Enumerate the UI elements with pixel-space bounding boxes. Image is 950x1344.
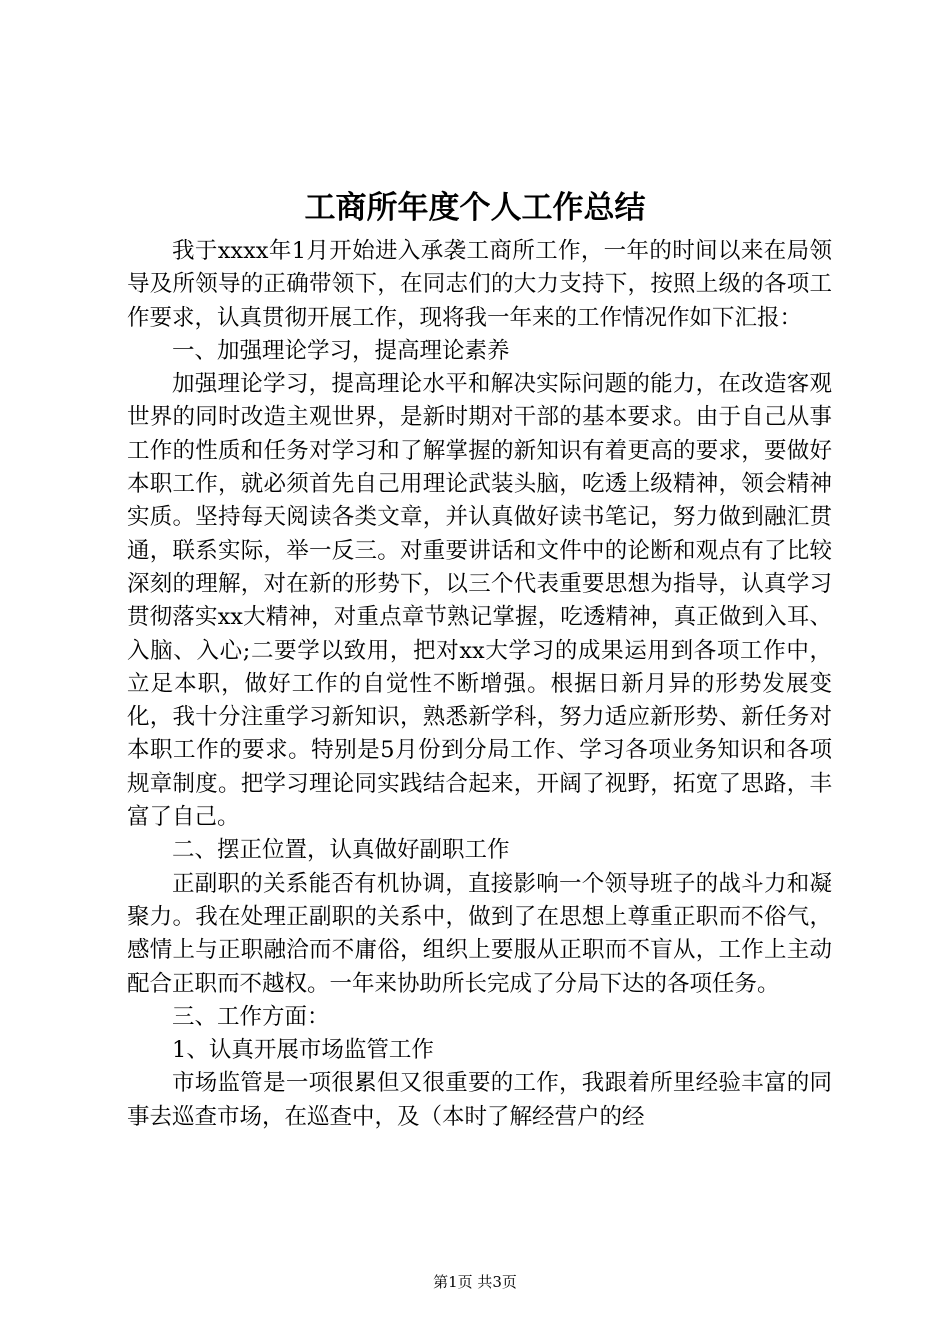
section-heading-1: 一、加强理论学习，提高理论素养 xyxy=(172,337,510,364)
document-body xyxy=(127,235,832,1134)
subsection-heading-3-1: 1、认真开展市场监管工作 xyxy=(172,1037,434,1064)
section-2-paragraph: 正副职的关系能否有机协调，直接影响一个领导班子的战斗力和凝聚力。我在处理正副职的关系中，做到了在思想上尊重正职而不俗气，感情上与正职融洽而不庸俗，组织上要服从正职而不盲从，工作上主动配合正职而不越权。一年来协助所长完成了分局下达的各项任务。 xyxy=(127,870,832,997)
section-1-paragraph: 加强理论学习，提高理论水平和解决实际问题的能力，在改造客观世界的同时改造主观世界，是新时期对干部的基本要求。由于自己从事工作的性质和任务对学习和了解掌握的新知识有着更高的要求，要做好本职工作，就必须首先自己用理论武装头脑，吃透上级精神，领会精神实质。坚持每天阅读各类文章，并认真做好读书笔记，努力做到融汇贯通，联系实际，举一反三。对重要讲话和文件中的论断和观点有了比较深刻的理解，对在新的形势下，以三个代表重要思想为指导，认真学习贯彻落实xx大精神，对重点章节熟记掌握，吃透精神，真正做到入耳、入脑、入心;二要学以致用，把对xx大学习的成果运用到各项工作中，立足本职，做好工作的自觉性不断增强。根据日新月异的形势发展变化，我十分注重学习新知识，熟悉新学科，努力适应新形势、新任务对本职工作的要求。特别是5月份到分局工作、学习各项业务知识和各项规章制度。把学习理论同实践结合起来，开阔了视野，拓宽了思路，丰富了自己。 xyxy=(127,371,832,831)
subsection-3-1-paragraph: 市场监管是一项很累但又很重要的工作，我跟着所里经验丰富的同事去巡查市场，在巡查中，及（本时了解经营户的经 xyxy=(127,1070,832,1130)
page-footer: 第1页 共3页 xyxy=(433,1273,517,1291)
section-heading-2: 二、摆正位置，认真做好副职工作 xyxy=(172,837,510,864)
intro-paragraph: 我于xxxx年1月开始进入承袭工商所工作，一年的时间以来在局领导及所领导的正确带领下，在同志们的大力支持下，按照上级的各项工作要求，认真贯彻开展工作，现将我一年来的工作情况作如下汇报： xyxy=(127,238,832,331)
section-heading-3: 三、工作方面： xyxy=(172,1003,330,1030)
document-title: 工商所年度个人工作总结 xyxy=(304,190,646,226)
